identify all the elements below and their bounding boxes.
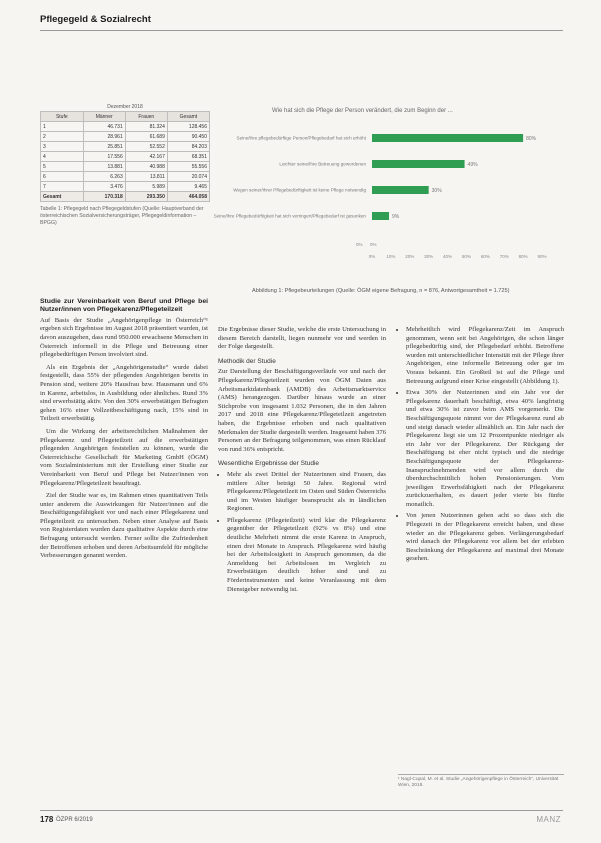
paragraph: Zur Darstellung der Beschäftigungsverläufe vor und nach der Pflegekarenz/Pflegeteilzeit wurden von ÖGM Daten aus Arbeitsmarktdatenbank (AMDB) des Arbeitsmarktservice (AMS) herangezogen. Darüber hinaus wurde an einer Stichprobe von insgesamt 1.032 Personen, die in den Jahren 2017 und 2018 eine Pflegekarenz/Pflegeteilzeit angetreten haben, die Ergebnisse erhoben und nach qualitativen Merkmalen der Studie dargestellt werden. Insgesamt haben 376 Personen an der Befragung teilgenommen, was einen Rücklauf von rund 36% entspricht. (218, 368, 386, 453)
table-cell: 3.476 (83, 182, 125, 192)
x-tick-label: 40% (443, 254, 453, 259)
paragraph: Ziel der Studie war es, im Rahmen eines quantitativen Teils unter anderem die Auswirkungen für Nutzer/innen auf die Beschäftigungsfähigkeit vor und nach einer Pflegekarenz und Pflegeteilzeit zu untersuchen. Neben einer Analyse auf Basis von Registerdaten wurden dazu qualitative Aspekte durch eine Befragung untersucht werden. Ferner sollte die Zufriedenheit der Betroffenen erhoben und deren Arbeitsumfeld für mögliche Verbesserungen genannt werden. (40, 492, 208, 560)
table-caption: Dezember 2018 (107, 104, 143, 110)
table-row (41, 142, 210, 152)
table-cell: 128.456 (167, 122, 209, 132)
table-cell: 28.961 (83, 132, 125, 142)
table-cell: 68.351 (167, 152, 209, 162)
list-item: • Pflegekarenz (Pflegeteilzeit) wird klar die Pflegekarenz gegenüber der Pflegeteilzeit (92% vs 8%) und eine deutliche Mehrheit nimmt die erste Karenz in Anspruch, einen drei Monate in Anspruch. Pflegekarenz wird häufig bei der Arbeitslosigkeit in Anspruch genommen, da die Anmeldung bei Arbeitslosen im Vergleich zu Erwerbstätigen deutlich höher sind und zu Förderinstrumenten und keine Veranlassung mit dem Dienstgeber notwendig ist. (227, 517, 386, 594)
chart-caption: Abbildung 1: Pflegebeurteilungen (Quelle: ÖGM eigene Befragung, n = 876, Antwortgesamtheit = 1.725) (252, 288, 510, 294)
table-cell: 9.465 (167, 182, 209, 192)
table-cell: Gesamt (41, 192, 84, 202)
table-cell: 55.556 (167, 162, 209, 172)
table-row (41, 132, 210, 142)
table-cell: 5.989 (125, 182, 167, 192)
results-list (218, 471, 386, 594)
table-cell: 6.263 (83, 172, 125, 182)
paragraph: Als ein Ergebnis der „Angehörigenstudie“ wurde dabei festgestellt, dass 55% der pflegenden Angehörigen bereits in Pension sind, weitere 20% Hausfrau bzw. Hausmann und 6% in Karenz, arbeitslos, in Ausbildung oder ähnliches. Rund 3% sind erwerbstätig aktiv. Von den 30% erwerbstätigen Befragten gehen 16% einer Vollzeitbeschäftigung nach, 15% sind in Teilzeit erwerbstätig. (40, 363, 208, 423)
x-tick-label: 90% (537, 254, 547, 259)
table-cell: 6 (41, 172, 84, 182)
list-item: • Von jenen Nutzerinnen gehen acht so dass sich die Pflegezeit in der Pflegekarenz erreicht haben, und diese wieder an die Pflegekarenz geben. Verlängerungsbedarf wird danach der Pflegekarenz vor allem bei der erlebten Beschränkung der Pflegekarenz auf maximal drei Monate gesehen. (406, 512, 564, 564)
table-cell: 52.552 (125, 142, 167, 152)
table-cell: 90.450 (167, 132, 209, 142)
chart-title: Wie hat sich die Pflege der Person verändert, die zum Beginn der ... (272, 108, 453, 114)
table-cell: 7 (41, 182, 84, 192)
table-cell: 464.058 (167, 192, 209, 202)
page-number: 178 (40, 815, 54, 824)
table-total-row (41, 192, 210, 202)
table-cell: 40.988 (125, 162, 167, 172)
table-cell: 25.851 (83, 142, 125, 152)
x-tick-label: 0% (368, 254, 376, 259)
table-cell: 4 (41, 152, 84, 162)
table-note: Tabelle 1: Pflegegeld nach Pflegegeldstufen (Quelle: Hauptverband der österreichischen Sozialversicherungsträger, Pflegegeldinformation – BPGG) (40, 206, 204, 226)
table-row (41, 172, 210, 182)
bar (372, 212, 389, 220)
table-cell: 5 (41, 162, 84, 172)
value-label: 9% (392, 214, 400, 220)
bar (372, 186, 429, 194)
paragraph: Auf Basis der Studie „Angehörigenpflege in Österreich“¹ ergeben sich Ergebnisse im August 2018 präsentiert wurden, ist davon auszugehen, dass rund 950.000 erwachsene Menschen in Österreich informell in die Pflege und Betreuung einer pflegebedürftigen Person involviert sind. (40, 316, 208, 359)
table-cell: 61.689 (125, 132, 167, 142)
list-item: • Mehrheitlich wird Pflegekarenz/Zeit im Anspruch genommen, wenn seit bei Angehörigen, die schon länger pflegebedürftig sind, der Pflegebedarf erhöht. Betroffene wurden mit unterschiedlicher Intensität mit der Pflege ihrer Angehörigen, eine informelle Betreuung oder gar im Voraus bekannt. Ein Großteil ist auf die Pflege und Betreuung aufgrund einer Krise eingestellt (Abbildung 1). (406, 326, 564, 386)
table-row (41, 162, 210, 172)
publisher-logo: MANZ (536, 815, 561, 824)
value-label: 49% (467, 162, 478, 168)
table-row (41, 122, 210, 132)
x-tick-label: 60% (480, 254, 490, 259)
small-value-label: 0% (356, 242, 363, 247)
table-row (41, 182, 210, 192)
paragraph: Um die Wirkung der arbeitsrechtlichen Maßnahmen der Pflegekarenz und Pflegeteilzeit auf die erwerbstätigen pflegenden Angehörigen feststellen zu können, wurde die Österreichische Gesellschaft für Marketing GmbH (ÖGM) vom Sozialministerium mit der Erstellung einer Studie zur Vereinbarkeit von Beruf und Pflege bei Nutzer/innen von Pflegekarenz/Pflegeteilzeit beauftragt. (40, 427, 208, 487)
table-row (41, 152, 210, 162)
table-cell: 293.350 (125, 192, 167, 202)
table-cell: 20.074 (167, 172, 209, 182)
value-label: 30% (431, 188, 442, 194)
bar (372, 160, 465, 168)
results-heading: Wesentliche Ergebnisse der Studie (218, 460, 320, 468)
category-label: Wegen seiner/ihrer Pflegebedürftigkeit ist keine Pflege notwendig (233, 187, 366, 193)
table-cell: 81.324 (125, 122, 167, 132)
table-cell: 84.203 (167, 142, 209, 152)
table-cell: 170.318 (83, 192, 125, 202)
table-cell: 13.881 (83, 162, 125, 172)
x-tick-label: 50% (461, 254, 471, 259)
text-column-1 (40, 298, 208, 565)
footnote: ¹ Nagl-Cupal, M. et al. Studie „Angehörigenpflege in Österreich“, Universität Wien, 2018. (398, 774, 564, 789)
table-cell: 3 (41, 142, 84, 152)
header-divider (40, 30, 563, 31)
pflegegeld-table-block (40, 104, 210, 227)
bar-chart (213, 108, 562, 288)
footer-divider (40, 810, 563, 811)
pflegegeld-table (40, 111, 210, 202)
list-item: • Mehr als zwei Drittel der Nutzerinnen sind Frauen, das mittlere Alter beträgt 50 Jahre. Regional wird Pflegekarenz/Pflegeteilzeit im Osten und Süden Österreichs und im Westen häufiger beansprucht als in ländlichen Regionen. (227, 471, 386, 514)
study-heading: Studie zur Vereinbarkeit von Beruf und Pflege bei Nutzer/innen von Pflegekarenz/Pflegeteilzeit (40, 298, 208, 314)
chart-svg (213, 116, 562, 288)
category-label: Seine/ihre Pflegebedürftigkeit hat sich verringert/Pflegebedarf ist gesunken (213, 213, 366, 219)
table-header-cell: Gesamt (167, 112, 209, 122)
bar (372, 134, 523, 142)
table-cell: 2 (41, 132, 84, 142)
value-label: 80% (526, 136, 537, 142)
x-tick-label: 80% (518, 254, 528, 259)
x-tick-label: 20% (405, 254, 415, 259)
x-tick-label: 70% (499, 254, 509, 259)
section-title: Pflegegeld & Sozialrecht (40, 14, 151, 25)
methodik-heading: Methodik der Studie (218, 357, 276, 365)
x-tick-label: 10% (386, 254, 396, 259)
table-cell: 42.167 (125, 152, 167, 162)
table-header-cell: Stufe (41, 112, 84, 122)
text-column-3 (398, 326, 564, 567)
x-tick-label: 30% (424, 254, 434, 259)
table-cell: 1 (41, 122, 84, 132)
table-header-cell: Frauen (125, 112, 167, 122)
table-cell: 17.556 (83, 152, 125, 162)
table-header-row (41, 112, 210, 122)
list-item: • Etwa 30% der Nutzerinnen sind ein Jahr vor der Pflegekarenz dauerhaft beschäftigt, etwa 40% langfristig und etwa 30% ist zuvor beim AMS vorgemerkt. Die Beschäftigungsquote nimmt vor der Pflegekarenz rund ab und steigt danach wieder allmählich an. Ein Jahr nach der Pflegekarenz liegt sie um 12 Prozentpunkte niedriger als ein Jahr vor der Pflegekarenz. Der Rückgang der Beschäftigung ist eher nicht typisch und die niedrige Beschäftigungsquote der Pflegekarenz-Inanspruchnehmenden wird vor allem durch die überdurchschnittlich hohen Pensionierungen. Vom jeweiligen Erwerbsfähigkeit nach der Pflegekarenz zurückzuerhalten, es dauert jeder vierte bis fünfte monatlich. (406, 389, 564, 509)
results-list-continued (398, 326, 564, 564)
small-value-label: 0% (370, 242, 377, 247)
text-column-2 (218, 326, 386, 597)
category-label: Seine/ihre pflegebedürftige Person/Pflegebedarf hat sich erhöht (236, 135, 366, 141)
journal-name: ÖZPR 6/2019 (56, 817, 93, 823)
table-cell: 13.811 (125, 172, 167, 182)
table-cell: 46.731 (83, 122, 125, 132)
category-label: Leichter seine/ihre Betreuung gewordenen (279, 161, 366, 167)
table-header-cell: Männer (83, 112, 125, 122)
paragraph: Die Ergebnisse dieser Studie, welche die erste Untersuchung in diesem Bereich darstellt, liegen nunmehr vor und werden in der Folge dargestellt. (218, 326, 386, 351)
